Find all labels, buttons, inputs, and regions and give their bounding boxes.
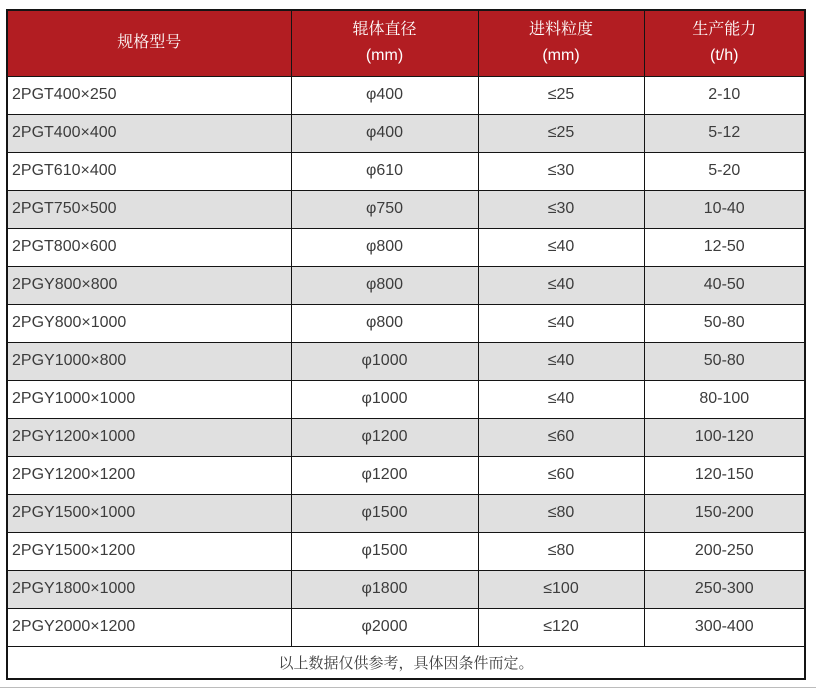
table-row: [7, 152, 805, 190]
col-header-feed-title: 进料粒度: [528, 21, 593, 39]
cell-diameter: φ2000: [291, 608, 478, 646]
cell-feed: ≤60: [478, 418, 644, 456]
cell-diameter: φ1500: [291, 532, 478, 570]
cell-diameter: φ1000: [291, 342, 478, 380]
cell-model: 2PGY1000×1000: [7, 380, 291, 418]
cell-model: 2PGY1800×1000: [7, 570, 291, 608]
cell-capacity: 200-250: [644, 532, 805, 570]
cell-diameter: φ1000: [291, 380, 478, 418]
cell-diameter: φ1800: [291, 570, 478, 608]
cell-model: 2PGT750×500: [7, 190, 291, 228]
table-footer: [7, 646, 805, 679]
cell-capacity: 120-150: [644, 456, 805, 494]
col-header-model-title: 规格型号: [117, 34, 182, 52]
cell-feed: ≤40: [478, 228, 644, 266]
cell-capacity: 2-10: [644, 76, 805, 114]
table-row: [7, 114, 805, 152]
table-row: [7, 380, 805, 418]
cell-feed: ≤80: [478, 532, 644, 570]
table-row: [7, 570, 805, 608]
table-row: [7, 608, 805, 646]
cell-model: 2PGY1500×1200: [7, 532, 291, 570]
cell-model: 2PGY2000×1200: [7, 608, 291, 646]
header-row: [7, 10, 805, 76]
cell-model: 2PGT400×250: [7, 76, 291, 114]
cell-feed: ≤30: [478, 190, 644, 228]
col-header-diameter: [291, 10, 478, 76]
cell-model: 2PGT400×400: [7, 114, 291, 152]
footnote-text: 以上数据仅供参考，具体因条件而定。: [7, 646, 805, 679]
cell-capacity: 80-100: [644, 380, 805, 418]
table-row: [7, 418, 805, 456]
cell-feed: ≤100: [478, 570, 644, 608]
cell-model: 2PGY1500×1000: [7, 494, 291, 532]
cell-capacity: 10-40: [644, 190, 805, 228]
cell-diameter: φ400: [291, 114, 478, 152]
spec-table: [6, 9, 806, 680]
cell-feed: ≤40: [478, 266, 644, 304]
cell-capacity: 150-200: [644, 494, 805, 532]
table-header: [7, 10, 805, 76]
table-row: [7, 304, 805, 342]
cell-model: 2PGY1200×1000: [7, 418, 291, 456]
cell-diameter: φ750: [291, 190, 478, 228]
table-row: [7, 190, 805, 228]
page-bottom-divider: [0, 687, 816, 688]
table-body: [7, 76, 805, 646]
cell-capacity: 50-80: [644, 342, 805, 380]
cell-feed: ≤30: [478, 152, 644, 190]
cell-feed: ≤60: [478, 456, 644, 494]
cell-diameter: φ800: [291, 304, 478, 342]
cell-diameter: φ800: [291, 228, 478, 266]
cell-feed: ≤40: [478, 304, 644, 342]
cell-feed: ≤40: [478, 342, 644, 380]
col-header-feed: [478, 10, 644, 76]
cell-capacity: 5-12: [644, 114, 805, 152]
col-header-model: [7, 10, 291, 76]
cell-capacity: 50-80: [644, 304, 805, 342]
cell-diameter: φ610: [291, 152, 478, 190]
col-header-diameter-unit: (mm): [365, 47, 404, 65]
col-header-capacity: [644, 10, 805, 76]
cell-model: 2PGY800×800: [7, 266, 291, 304]
col-header-capacity-unit: (t/h): [710, 47, 739, 65]
col-header-capacity-title: 生产能力: [692, 21, 757, 39]
table-row: [7, 342, 805, 380]
cell-feed: ≤25: [478, 114, 644, 152]
footnote-row: [7, 646, 805, 679]
cell-feed: ≤25: [478, 76, 644, 114]
cell-diameter: φ800: [291, 266, 478, 304]
table-row: [7, 532, 805, 570]
cell-feed: ≤40: [478, 380, 644, 418]
cell-model: 2PGY1000×800: [7, 342, 291, 380]
table-row: [7, 456, 805, 494]
cell-capacity: 12-50: [644, 228, 805, 266]
cell-diameter: φ400: [291, 76, 478, 114]
cell-capacity: 40-50: [644, 266, 805, 304]
table-row: [7, 266, 805, 304]
table-row: [7, 76, 805, 114]
cell-diameter: φ1500: [291, 494, 478, 532]
cell-feed: ≤80: [478, 494, 644, 532]
col-header-diameter-title: 辊体直径: [352, 21, 417, 39]
table-row: [7, 228, 805, 266]
cell-model: 2PGY800×1000: [7, 304, 291, 342]
cell-model: 2PGY1200×1200: [7, 456, 291, 494]
table-row: [7, 494, 805, 532]
cell-capacity: 100-120: [644, 418, 805, 456]
cell-capacity: 5-20: [644, 152, 805, 190]
col-header-feed-unit: (mm): [542, 47, 580, 65]
cell-capacity: 300-400: [644, 608, 805, 646]
cell-feed: ≤120: [478, 608, 644, 646]
cell-capacity: 250-300: [644, 570, 805, 608]
cell-model: 2PGT610×400: [7, 152, 291, 190]
cell-diameter: φ1200: [291, 456, 478, 494]
cell-diameter: φ1200: [291, 418, 478, 456]
cell-model: 2PGT800×600: [7, 228, 291, 266]
